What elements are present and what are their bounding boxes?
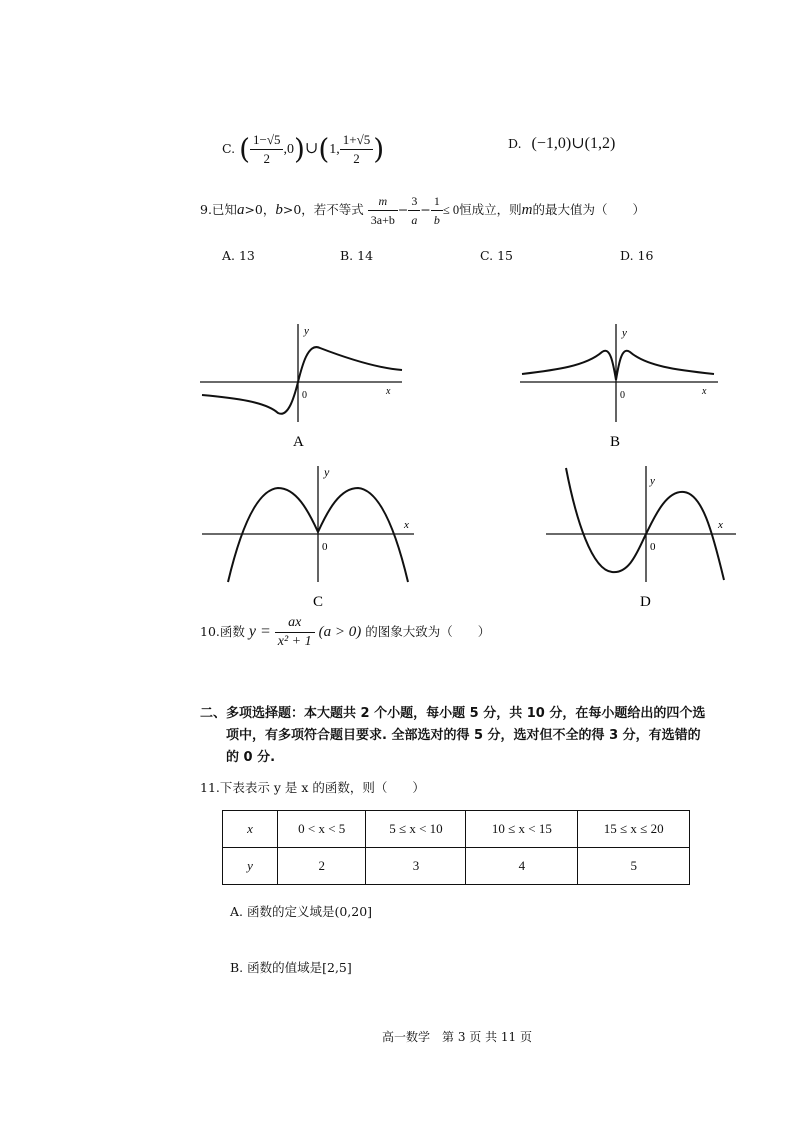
graph-a-label: A xyxy=(293,434,304,450)
q8-option-c: C. ( $\frac{1-√5}{2}$ ,0)∪(1, $\frac{1+√5}{2}$ ) xyxy=(222,132,385,166)
q11-stem: 11.下表表示 y 是 x 的函数，则（ ） xyxy=(200,780,425,795)
table-cell: 10 ≤ x < 15 xyxy=(466,811,578,848)
graph-d-x-label: x xyxy=(718,519,723,531)
table-cell: x xyxy=(223,811,278,848)
graph-b xyxy=(516,318,726,458)
table-cell: 2 xyxy=(278,848,366,885)
q9-option-a: A. 13 xyxy=(222,248,255,263)
q9-option-c: C. 15 xyxy=(480,248,513,263)
graph-d-label: D xyxy=(640,594,651,608)
graph-b-x-label: x xyxy=(702,386,707,397)
q8-frac-2: $\frac{1+√5}{2}$ xyxy=(340,131,373,168)
graph-a-y-label: y xyxy=(304,325,309,337)
graph-b-label: B xyxy=(610,434,621,450)
q8-option-d: D. (−1,0)∪(1,2) xyxy=(508,135,616,152)
table-cell: 0 < x < 5 xyxy=(278,811,366,848)
page-footer: 高一数学 第 3 页 共 11 页 xyxy=(382,1030,532,1044)
q9-frac-m: $\frac{m}{3a+b}$ xyxy=(368,192,398,229)
graph-d-origin: 0 xyxy=(650,541,656,553)
graph-a xyxy=(196,318,412,458)
graph-b-curve xyxy=(522,351,714,380)
table-cell: 15 ≤ x ≤ 20 xyxy=(578,811,690,848)
q8-frac-1: $\frac{1-√5}{2}$ xyxy=(250,131,283,168)
graph-d xyxy=(542,460,742,608)
q9-frac-1b: $\frac{1}{b}$ xyxy=(431,192,443,229)
q9-option-d: D. 16 xyxy=(620,248,654,263)
graph-b-y-label: y xyxy=(622,327,627,339)
graph-c-label: C xyxy=(313,594,324,608)
section2-line2: 项中，有多项符合题目要求. 全部选对的得 5 分，选对但不全的得 3 分，有选错的 xyxy=(226,728,701,743)
graph-c xyxy=(198,460,422,608)
q9-stem: 9.已知a>0，b>0，若不等式 $\frac{m}{3a+b}$ − $\frac{3}{a}$ − $\frac{1}{b}$ ≤ 0恒成立，则m的最大值为（ ） xyxy=(200,194,645,227)
table-cell: 5 xyxy=(578,848,690,885)
q11-function-table xyxy=(222,810,690,885)
q8-option-c-label: C. xyxy=(222,141,236,156)
q11-option-a: A. 函数的定义域是(0,20] xyxy=(230,904,373,919)
table-row-x xyxy=(223,811,690,848)
graph-b-origin: 0 xyxy=(620,390,625,401)
table-cell: 4 xyxy=(466,848,578,885)
left-paren: ( xyxy=(239,132,251,166)
q10-fraction: $\frac{ax}{\text{x² + 1}}$ xyxy=(275,614,315,651)
graph-a-origin: 0 xyxy=(302,390,307,401)
q10-stem: 10.函数 y = $\frac{ax}{\text{x² + 1}}$ (a > 0) 的图象大致为（ ） xyxy=(200,615,491,649)
table-cell: 5 ≤ x < 10 xyxy=(366,811,466,848)
q9-frac-3a: $\frac{3}{a}$ xyxy=(408,192,420,229)
graph-c-x-label: x xyxy=(404,519,409,531)
section2-line3: 的 0 分. xyxy=(226,750,276,765)
section2-line1: 二、多项选择题：本大题共 2 个小题，每小题 5 分，共 10 分，在每小题给出的四个选 xyxy=(200,706,706,721)
table-row-y xyxy=(223,848,690,885)
table-cell: 3 xyxy=(366,848,466,885)
graph-d-y-label: y xyxy=(650,475,655,487)
graph-a-curve xyxy=(202,347,402,414)
q11-option-b: B. 函数的值域是[2,5] xyxy=(230,960,352,975)
q9-option-b: B. 14 xyxy=(340,248,374,263)
graph-a-x-label: x xyxy=(386,386,391,397)
graph-d-curve xyxy=(566,468,724,580)
graph-c-origin: 0 xyxy=(322,541,328,553)
graph-c-y-label: y xyxy=(324,465,330,479)
table-cell: y xyxy=(223,848,278,885)
